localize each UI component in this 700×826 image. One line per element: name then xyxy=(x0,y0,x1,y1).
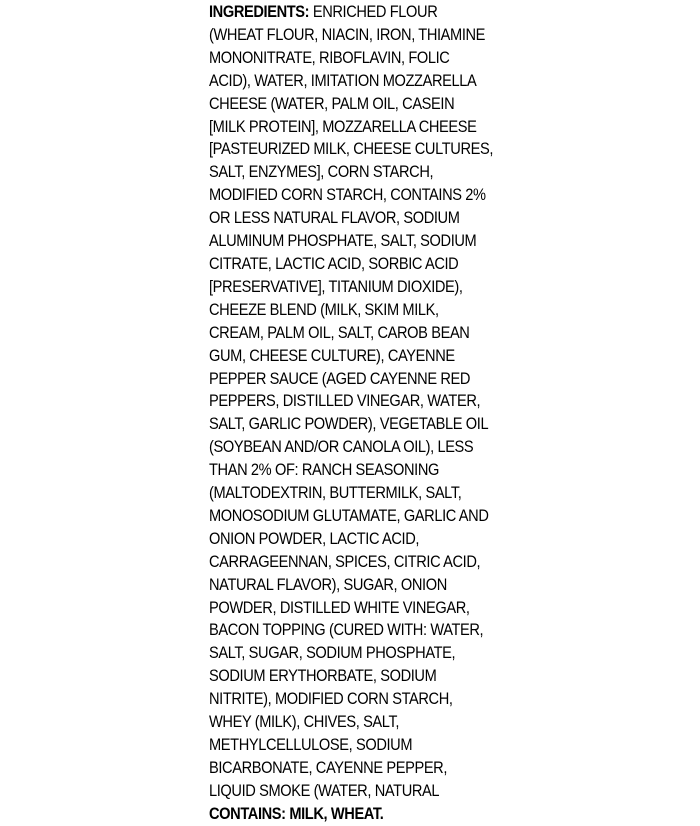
ingredients-line: ONION POWDER, LACTIC ACID, xyxy=(209,528,420,548)
ingredients-line: PEPPER SAUCE (AGED CAYENNE RED xyxy=(209,368,471,388)
ingredients-line: (WHEAT FLOUR, NIACIN, IRON, THIAMINE xyxy=(209,24,486,44)
ingredients-line: CITRATE, LACTIC ACID, SORBIC ACID xyxy=(209,253,459,273)
ingredients-line: CHEEZE BLEND (MILK, SKIM MILK, xyxy=(209,299,439,319)
ingredients-line: (SOYBEAN AND/OR CANOLA OIL), LESS xyxy=(209,437,474,457)
ingredients-line: NATURAL FLAVOR), SUGAR, ONION xyxy=(209,574,447,594)
ingredients-line: POWDER, DISTILLED WHITE VINEGAR, xyxy=(209,597,470,617)
ingredients-line: MODIFIED CORN STARCH, CONTAINS 2% xyxy=(209,185,486,205)
ingredients-line: CREAM, PALM OIL, SALT, CAROB BEAN xyxy=(209,322,470,342)
ingredients-line: CARRAGEENNAN, SPICES, CITRIC ACID, xyxy=(209,551,481,571)
ingredients-line: SALT, GARLIC POWDER), VEGETABLE OIL xyxy=(209,414,489,434)
ingredients-line: MONONITRATE, RIBOFLAVIN, FOLIC xyxy=(209,47,450,67)
ingredients-line: [PASTEURIZED MILK, CHEESE CULTURES, xyxy=(209,139,494,159)
ingredients-line: [PRESERVATIVE], TITANIUM DIOXIDE), xyxy=(209,276,463,296)
ingredient-label-panel xyxy=(209,1,506,826)
ingredients-line: [MILK PROTEIN], MOZZARELLA CHEESE xyxy=(209,116,477,136)
ingredients-line: THAN 2% OF: RANCH SEASONING xyxy=(209,460,440,480)
ingredients-first-line xyxy=(209,1,506,24)
ingredients-line: LIQUID SMOKE (WATER, NATURAL xyxy=(209,780,440,800)
ingredients-statement xyxy=(209,1,506,803)
ingredients-line: NITRITE), MODIFIED CORN STARCH, xyxy=(209,689,453,709)
ingredients-line: CHEESE (WATER, PALM OIL, CASEIN xyxy=(209,93,455,113)
ingredients-heading: INGREDIENTS: xyxy=(209,2,310,21)
ingredients-line: SODIUM ERYTHORBATE, SODIUM xyxy=(209,666,437,686)
ingredients-line: GUM, CHEESE CULTURE), CAYENNE xyxy=(209,345,455,365)
ingredients-line: METHYLCELLULOSE, SODIUM xyxy=(209,735,413,754)
ingredients-line: (MALTODEXTRIN, BUTTERMILK, SALT, xyxy=(209,483,462,503)
ingredients-line: BACON TOPPING (CURED WITH: WATER, xyxy=(209,620,484,640)
ingredients-line: ALUMINUM PHOSPHATE, SALT, SODIUM xyxy=(209,231,477,251)
ingredients-line: OR LESS NATURAL FLAVOR, SODIUM xyxy=(209,208,460,228)
ingredients-first-line-text: ENRICHED FLOUR xyxy=(309,2,438,21)
ingredients-line: ACID), WATER, IMITATION MOZZARELLA xyxy=(209,70,477,90)
ingredients-line: SALT, ENZYMES], CORN STARCH, xyxy=(209,162,434,182)
ingredients-line: MONOSODIUM GLUTAMATE, GARLIC AND xyxy=(209,505,489,525)
ingredients-line: WHEY (MILK), CHIVES, SALT, xyxy=(209,712,400,732)
ingredients-line: SALT, SUGAR, SODIUM PHOSPHATE, xyxy=(209,643,456,663)
ingredients-line: BICARBONATE, CAYENNE PEPPER, xyxy=(209,757,448,777)
allergen-contains-statement: CONTAINS: MILK, WHEAT. xyxy=(209,803,384,823)
ingredients-line: PEPPERS, DISTILLED VINEGAR, WATER, xyxy=(209,391,481,411)
